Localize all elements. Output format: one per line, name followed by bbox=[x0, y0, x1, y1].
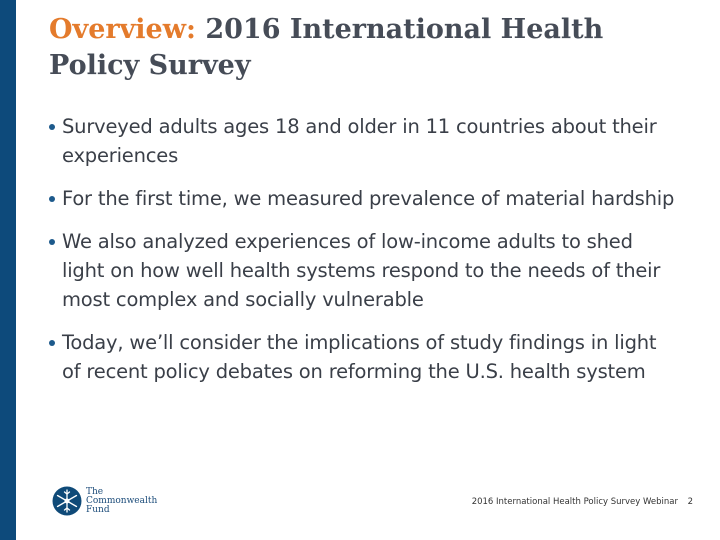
bullet-dot-icon bbox=[49, 124, 55, 130]
bullet-text: Today, we’ll consider the implications of study findings in light of recent policy debates on reforming the U.S. health system bbox=[62, 331, 657, 383]
bullet-item bbox=[48, 227, 678, 314]
snowflake-emblem-icon bbox=[52, 486, 82, 516]
bullet-item bbox=[48, 112, 678, 170]
bullet-text: We also analyzed experiences of low-income adults to shed light on how well health systems respond to the needs of their most complex and socially vulnerable bbox=[62, 230, 661, 311]
logo-text-line: Commonwealth bbox=[86, 495, 158, 506]
bullet-dot-icon bbox=[49, 340, 55, 346]
footer-text: 2016 International Health Policy Survey Webinar bbox=[471, 497, 678, 507]
title-accent: Overview: bbox=[49, 14, 196, 45]
logo-text-line: The bbox=[86, 486, 104, 497]
bullet-list bbox=[48, 112, 678, 400]
bullet-text: For the first time, we measured prevalence of material hardship bbox=[62, 187, 675, 210]
left-accent-bar bbox=[0, 0, 16, 540]
title-text: 2016 International Health Policy Survey bbox=[49, 14, 604, 81]
slide-title bbox=[49, 12, 699, 84]
commonwealth-fund-logo bbox=[52, 486, 157, 516]
bullet-dot-icon bbox=[49, 239, 55, 245]
page-number: 2 bbox=[687, 497, 693, 507]
bullet-text: Surveyed adults ages 18 and older in 11 countries about their experiences bbox=[62, 115, 657, 167]
logo-text-line: Fund bbox=[86, 504, 110, 515]
bullet-item bbox=[48, 184, 678, 213]
bullet-item bbox=[48, 328, 678, 386]
bullet-dot-icon bbox=[49, 196, 55, 202]
